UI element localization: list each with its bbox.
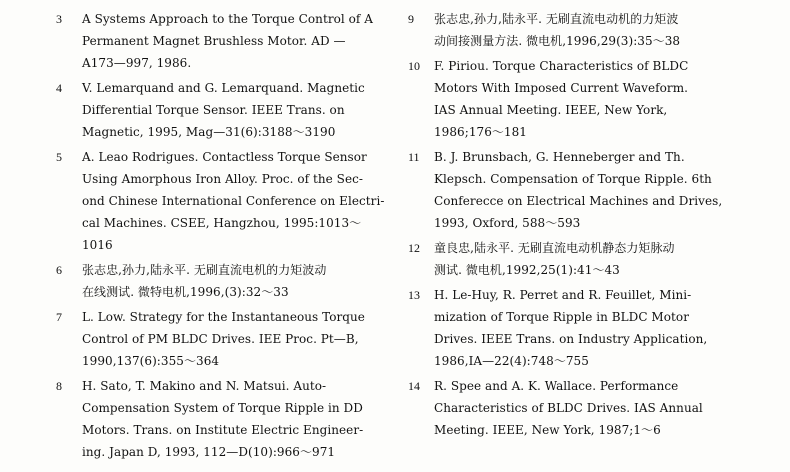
reference-line: Motors With Imposed Current Waveform. — [434, 81, 688, 95]
reference-line: Using Amorphous Iron Alloy. Proc. of the Sec- — [82, 172, 363, 186]
reference-line: 1993, Oxford, 588～593 — [434, 216, 581, 230]
reference-line: 1990,137(6):355～364 — [82, 354, 220, 368]
reference-number: 3 — [56, 12, 62, 26]
reference-number: 12 — [408, 241, 420, 255]
reference-line: A. Leao Rodrigues. Contactless Torque Sensor — [82, 150, 367, 164]
reference-line: Conferecce on Electrical Machines and Drives, — [434, 194, 723, 208]
reference-line: ing. Japan D, 1993, 112—D(10):966～971 — [82, 445, 336, 459]
reference-entry — [408, 8, 754, 52]
reference-line: 张志忠,孙力,陆永平. 无刷直流电动机的力矩波 — [434, 12, 679, 26]
reference-number: 13 — [408, 288, 420, 302]
reference-line: A173—997, 1986. — [82, 56, 192, 70]
reference-line: Permanent Magnet Brushless Motor. AD — — [82, 34, 346, 48]
reference-entry — [408, 284, 754, 372]
reference-line: H. Le-Huy, R. Perret and R. Feuillet, Mini- — [434, 288, 692, 302]
reference-line: Differential Torque Sensor. IEEE Trans. on — [82, 103, 345, 117]
reference-number: 14 — [408, 379, 420, 393]
reference-number: 7 — [56, 310, 62, 324]
reference-entry — [56, 375, 392, 463]
reference-line: 1986;176～181 — [434, 125, 527, 139]
reference-number: 8 — [56, 379, 62, 393]
reference-entry — [56, 8, 392, 74]
reference-entry — [408, 55, 754, 143]
reference-line: mization of Torque Ripple in BLDC Motor — [434, 310, 689, 324]
reference-line: 动间接测量方法. 微电机,1996,29(3):35～38 — [434, 34, 681, 48]
reference-line: 1986,IA—22(4):748～755 — [434, 354, 589, 368]
reference-line: Control of PM BLDC Drives. IEE Proc. Pt—B, — [82, 332, 359, 346]
reference-line: ond Chinese International Conference on Electri- — [82, 194, 385, 208]
reference-line: 测试. 微电机,1992,25(1):41～43 — [434, 263, 620, 277]
reference-entry — [408, 146, 754, 234]
reference-column-left — [56, 8, 392, 466]
reference-entry — [56, 77, 392, 143]
reference-number: 4 — [56, 81, 62, 95]
reference-line: L. Low. Strategy for the Instantaneous Torque — [82, 310, 365, 324]
reference-entry — [56, 146, 392, 256]
reference-entry — [408, 375, 754, 441]
reference-line: F. Piriou. Torque Characteristics of BLDC — [434, 59, 689, 73]
reference-line: Characteristics of BLDC Drives. IAS Annual — [434, 401, 703, 415]
reference-line: Meeting. IEEE, New York, 1987;1～6 — [434, 423, 661, 437]
reference-number: 6 — [56, 263, 62, 277]
reference-line: Motors. Trans. on Institute Electric Engineer- — [82, 423, 364, 437]
reference-entry — [408, 237, 754, 281]
reference-line: V. Lemarquand and G. Lemarquand. Magnetic — [82, 81, 365, 95]
reference-line: Compensation System of Torque Ripple in DD — [82, 401, 363, 415]
reference-line: Klepsch. Compensation of Torque Ripple. 6th — [434, 172, 712, 186]
reference-line: Magnetic, 1995, Mag—31(6):3188～3190 — [82, 125, 336, 139]
reference-line: A Systems Approach to the Torque Control of A — [82, 12, 373, 26]
reference-line: cal Machines. CSEE, Hangzhou, 1995:1013～ — [82, 216, 362, 230]
reference-line: B. J. Brunsbach, G. Henneberger and Th. — [434, 150, 685, 164]
reference-line: 张志忠,孙力,陆永平. 无刷直流电机的力矩波动 — [82, 263, 327, 277]
reference-column-right — [408, 8, 754, 444]
reference-line: 在线测试. 微特电机,1996,(3):32～33 — [82, 285, 289, 299]
reference-entry — [56, 306, 392, 372]
reference-number: 10 — [408, 59, 420, 73]
reference-line: 1016 — [82, 238, 113, 252]
reference-number: 5 — [56, 150, 62, 164]
reference-number: 9 — [408, 12, 414, 26]
reference-line: H. Sato, T. Makino and N. Matsui. Auto- — [82, 379, 327, 393]
reference-line: R. Spee and A. K. Wallace. Performance — [434, 379, 679, 393]
reference-line: Drives. IEEE Trans. on Industry Application, — [434, 332, 708, 346]
reference-line: IAS Annual Meeting. IEEE, New York, — [434, 103, 668, 117]
reference-line: 童良忠,陆永平. 无刷直流电动机静态力矩脉动 — [434, 241, 675, 255]
reference-number: 11 — [408, 150, 420, 164]
reference-entry — [56, 259, 392, 303]
